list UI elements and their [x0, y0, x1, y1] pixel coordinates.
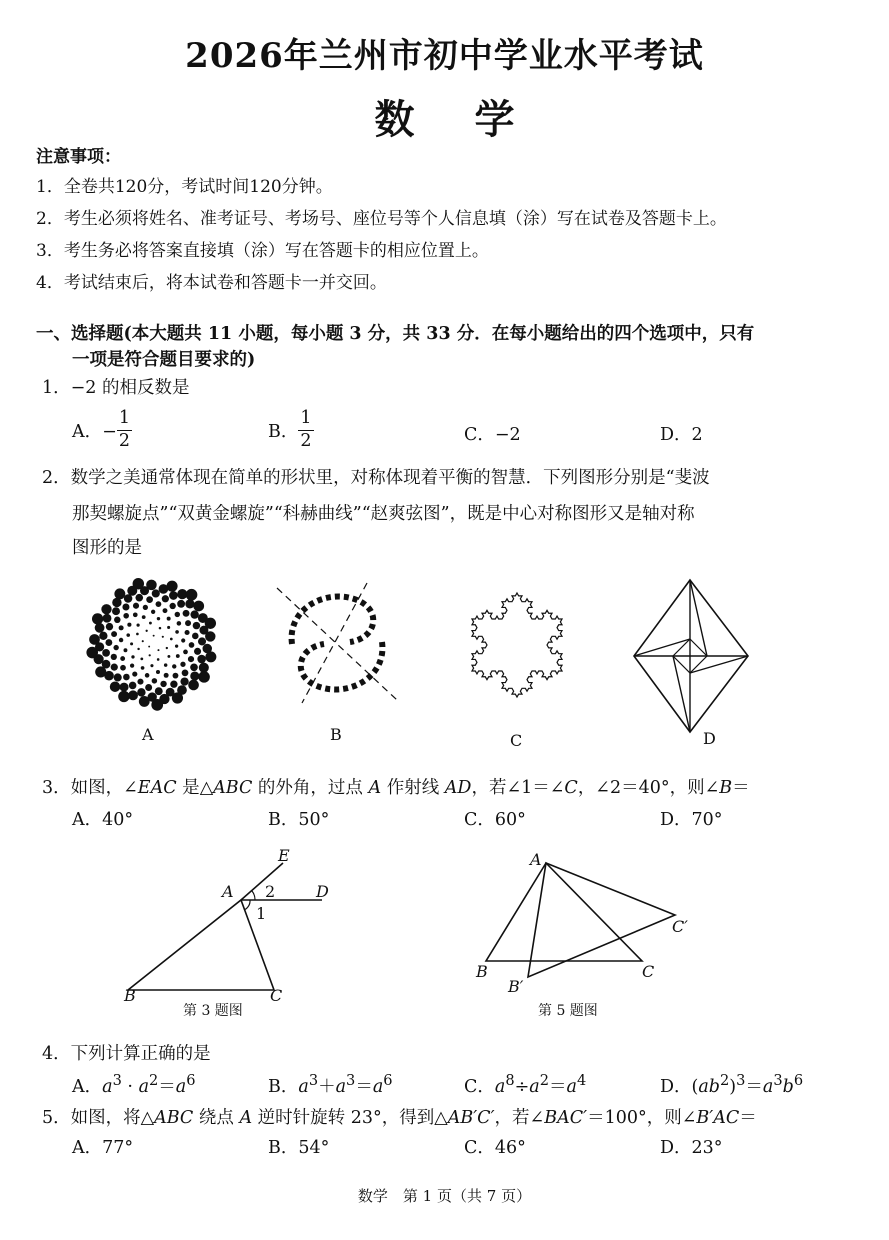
- spiral-dot: [172, 692, 183, 703]
- spiral-dot: [205, 618, 216, 629]
- spiral-dot: [135, 594, 143, 602]
- q4-option-b: [268, 1072, 393, 1098]
- spiral-dot: [106, 623, 113, 630]
- math-var: a: [529, 1076, 540, 1097]
- math-exp: 3: [308, 1072, 319, 1089]
- question-5-stem: [42, 1104, 757, 1129]
- figure-label-d: D: [703, 729, 716, 748]
- q3-math: △ABC: [199, 778, 253, 798]
- fig3-label-e: E: [278, 846, 290, 865]
- fig3-label-2: 2: [265, 882, 276, 901]
- spiral-dot: [120, 665, 126, 671]
- spiral-dot: [176, 654, 180, 658]
- spiral-dot: [101, 604, 111, 614]
- spiral-dot: [164, 673, 169, 678]
- spiral-dot: [120, 656, 125, 661]
- math-var: a: [138, 1076, 149, 1097]
- spiral-dot: [143, 605, 148, 610]
- spiral-dot: [128, 690, 138, 700]
- section-heading-cont: 一项是符合题目要求的): [72, 350, 256, 370]
- math-exp: 6: [383, 1072, 393, 1089]
- option-label: D．: [660, 1076, 692, 1097]
- q5-option-a: A．77°: [72, 1138, 134, 1158]
- figure-label-b: B: [330, 725, 342, 744]
- spiral-dot: [167, 655, 170, 658]
- spiral-dot: [132, 672, 137, 677]
- spiral-dot: [166, 647, 168, 649]
- spiral-dot: [180, 662, 185, 667]
- spiral-dot: [119, 638, 123, 642]
- double-golden-spiral-figure: [272, 578, 402, 708]
- spiral-dot: [167, 581, 178, 592]
- math-exp: 3: [346, 1072, 356, 1089]
- q3-option-a: A．40°: [72, 810, 134, 830]
- spiral-dot: [95, 623, 105, 633]
- spiral-dot: [170, 603, 176, 609]
- spiral-dot: [142, 640, 144, 642]
- spiral-dot: [102, 649, 110, 657]
- math-exp: 4: [576, 1072, 587, 1089]
- q5-option-c: C．46°: [464, 1138, 526, 1158]
- koch-snowflake-figure: [450, 575, 585, 710]
- spiral-dot: [145, 684, 152, 691]
- q1-fraction-b: [298, 408, 313, 453]
- q5-text: 绕点: [193, 1108, 240, 1128]
- spiral-dot: [89, 634, 100, 645]
- fraction-denominator: 2: [300, 430, 312, 451]
- math-var: a: [372, 1076, 384, 1097]
- q3-option-c: C．60°: [464, 810, 526, 830]
- spiral-dot: [103, 614, 112, 623]
- note-item: 3．考生务必将答案直接填（涂）写在答题卡的相应位置上。: [36, 241, 489, 261]
- question-1-stem: 1．−2 的相反数是: [42, 378, 190, 398]
- spiral-dot: [151, 699, 163, 711]
- spiral-dot: [198, 637, 206, 645]
- q5-text: ＝: [739, 1108, 757, 1128]
- spiral-dot: [112, 607, 120, 615]
- figure-5-caption: 第 5 题图: [538, 1003, 598, 1019]
- spiral-dot: [152, 589, 160, 597]
- spiral-dot: [177, 600, 185, 608]
- q3-math: B: [719, 778, 733, 798]
- spiral-dot: [162, 595, 169, 602]
- q1-option-a: [72, 408, 132, 453]
- q5-option-b: B．54°: [268, 1138, 330, 1158]
- spiral-dot: [111, 631, 117, 637]
- spiral-dot: [156, 601, 162, 607]
- q1-option-b: [268, 408, 314, 453]
- spiral-dot: [186, 589, 198, 601]
- spiral-dot: [160, 681, 166, 687]
- spiral-dot: [163, 608, 168, 613]
- spiral-dot: [193, 601, 204, 612]
- q3-option-d: D．70°: [660, 810, 723, 830]
- spiral-dot: [126, 633, 130, 637]
- spiral-dot: [137, 624, 140, 627]
- q1-option-c: C．−2: [464, 425, 521, 445]
- figure-label-c: C: [510, 731, 523, 750]
- exam-title: 2026年兰州市初中学业水平考试: [185, 36, 704, 76]
- spiral-dot: [137, 679, 143, 685]
- spiral-dot: [114, 588, 125, 599]
- spiral-dot: [172, 664, 176, 668]
- fig5-label-b: B: [476, 962, 488, 981]
- spiral-dot: [148, 646, 150, 648]
- spiral-dot: [120, 683, 129, 692]
- spiral-dot: [190, 671, 199, 680]
- math-paren: ): [729, 1076, 737, 1097]
- spiral-dot: [150, 664, 153, 667]
- math-op: ＝: [158, 1076, 176, 1097]
- spiral-dot: [149, 654, 151, 656]
- spiral-dot: [188, 680, 199, 691]
- option-label: A．: [72, 1076, 103, 1097]
- spiral-dot: [183, 610, 190, 617]
- math-exp: 8: [505, 1072, 515, 1089]
- q3-math: AD: [444, 778, 472, 798]
- q3-text: 3．如图，: [42, 778, 124, 798]
- spiral-dot: [129, 682, 137, 690]
- spiral-dot: [152, 678, 158, 684]
- section-heading: 一、选择题(本大题共 11 小题，每小题 3 分，共 33 分．在每小题给出的四个选项中，只有: [36, 324, 755, 344]
- spiral-dot: [181, 638, 185, 642]
- spiral-dot: [170, 681, 177, 688]
- math-paren: (: [691, 1076, 699, 1097]
- spiral-dot: [114, 673, 122, 681]
- spiral-dot: [167, 626, 170, 629]
- spiral-dot: [185, 630, 190, 635]
- spiral-dot: [141, 666, 145, 670]
- spiral-dot: [205, 631, 215, 641]
- q3-text: ，若∠1＝∠: [471, 778, 565, 798]
- q3-option-b: B．50°: [268, 810, 330, 830]
- spiral-dot: [157, 617, 160, 620]
- spiral-dot: [182, 670, 189, 677]
- spiral-dot: [124, 648, 128, 652]
- math-var: a: [102, 1076, 113, 1097]
- spiral-dot: [140, 658, 143, 661]
- spiral-dot: [177, 621, 182, 626]
- q5-math: A: [239, 1108, 253, 1128]
- math-var: a: [494, 1076, 506, 1097]
- spiral-dot: [136, 633, 139, 636]
- spiral-dot: [185, 620, 191, 626]
- spiral-dot: [105, 639, 112, 646]
- spiral-dot: [92, 613, 103, 624]
- math-var: a: [698, 1076, 709, 1097]
- spiral-dot: [130, 663, 134, 667]
- math-var: b: [708, 1076, 720, 1097]
- spiral-dot: [111, 664, 118, 671]
- question-2-line2: 那契螺旋点”“双黄金螺旋”“科赫曲线”“赵爽弦图”，既是中心对称图形又是轴对称: [72, 504, 695, 524]
- q5-text: 逆时针旋转 23°，得到: [252, 1108, 435, 1128]
- fig3-label-b: B: [124, 986, 136, 1005]
- spiral-dot: [133, 578, 144, 589]
- fig3-label-a: A: [222, 882, 234, 901]
- spiral-dot: [130, 642, 133, 645]
- spiral-dot: [175, 630, 179, 634]
- math-exp: 2: [539, 1072, 549, 1089]
- math-var: a: [335, 1076, 347, 1097]
- spiral-dot: [180, 677, 188, 685]
- spiral-dot: [185, 599, 194, 608]
- spiral-dot: [95, 666, 106, 677]
- spiral-dot: [146, 580, 157, 591]
- fig3-label-c: C: [270, 986, 283, 1005]
- spiral-dot: [175, 612, 180, 617]
- math-var: b: [782, 1076, 794, 1097]
- fig3-label-d: D: [316, 882, 329, 901]
- question-2-line3: 图形的是: [72, 538, 142, 558]
- q4-option-a: [72, 1072, 196, 1098]
- spiral-dot: [127, 623, 131, 627]
- fraction-numerator: 1: [117, 408, 132, 431]
- q5-text: ，若∠: [494, 1108, 545, 1128]
- spiral-dot: [111, 654, 117, 660]
- spiral-dot: [145, 673, 150, 678]
- spiral-dot: [146, 596, 153, 603]
- koch-curve: [472, 593, 562, 697]
- fraction-denominator: 2: [118, 430, 130, 451]
- spiral-dot: [193, 622, 200, 629]
- q4-option-c: [464, 1072, 586, 1098]
- spiral-dot: [156, 670, 160, 674]
- figure-3-triangle: [100, 845, 360, 1015]
- note-item: 2．考生必须将姓名、准考证号、考场号、座位号等个人信息填（涂）写在试卷及答题卡上。: [36, 209, 727, 229]
- spiral-dot: [205, 651, 216, 662]
- spiral-dot: [110, 681, 120, 691]
- math-exp: 3: [112, 1072, 122, 1089]
- math-op: ＋: [318, 1076, 336, 1097]
- math-exp: 3: [736, 1072, 746, 1089]
- spiral-dot: [169, 591, 178, 600]
- fig5-label-a: A: [530, 850, 542, 869]
- spiral-dot: [153, 635, 155, 637]
- q3-math: C: [564, 778, 578, 798]
- spiral-dot: [133, 612, 138, 617]
- q3-text: 的外角，过点: [252, 778, 369, 798]
- spiral-dot: [99, 632, 107, 640]
- math-op: ＝: [745, 1076, 763, 1097]
- q3-math: A: [368, 778, 382, 798]
- subject-title: 数学: [374, 96, 575, 143]
- fig5-label-c: C: [642, 962, 655, 981]
- math-op: ÷: [514, 1076, 530, 1097]
- figure-label-a: A: [142, 725, 154, 744]
- spiral-dot: [131, 655, 134, 658]
- q1-fraction-a: [117, 408, 132, 453]
- spiral-dot: [146, 630, 148, 632]
- spiral-dot: [133, 603, 139, 609]
- q5-text: ＝100°，则∠: [587, 1108, 697, 1128]
- q3-math: ∠EAC: [123, 778, 177, 798]
- spiral-dot: [194, 648, 201, 655]
- question-2-line1: 2．数学之美通常体现在简单的形状里，对称体现着平衡的智慧．下列图形分别是“斐波: [42, 468, 710, 488]
- q5-option-d: D．23°: [660, 1138, 723, 1158]
- spiral-dot: [175, 645, 178, 648]
- spiral-dot: [118, 691, 129, 702]
- spiral-dot: [119, 625, 124, 630]
- spiral-dot: [137, 688, 145, 696]
- spiral-dot: [139, 696, 150, 707]
- q3-text: ＝: [732, 778, 750, 798]
- spiral-dot: [198, 671, 210, 683]
- fibonacci-spiral-figure: [88, 578, 218, 708]
- q5-math: △AB′C′: [434, 1108, 495, 1128]
- spiral-dot: [157, 649, 159, 651]
- spiral-dot: [124, 594, 133, 603]
- q3-text: 是: [176, 778, 200, 798]
- spiral-dot: [122, 603, 129, 610]
- spiral-dot: [157, 658, 160, 661]
- spiral-dot: [86, 647, 98, 659]
- math-var: a: [566, 1076, 577, 1097]
- fig5-label-bprime: B′: [508, 977, 524, 996]
- math-var: a: [175, 1076, 187, 1097]
- spiral-dot: [189, 642, 195, 648]
- q1-option-a-prefix: A．−: [72, 421, 117, 442]
- q1-option-b-prefix: B．: [268, 421, 299, 442]
- fraction-numerator: 1: [298, 408, 313, 431]
- spiral-dot: [197, 655, 206, 664]
- question-4-stem: 4．下列计算正确的是: [42, 1044, 211, 1064]
- math-var: a: [298, 1076, 309, 1097]
- math-var: a: [762, 1076, 774, 1097]
- spiral-dot: [155, 687, 163, 695]
- math-exp: 6: [793, 1072, 804, 1089]
- spiral-dot: [190, 663, 198, 671]
- spiral-dot: [190, 610, 198, 618]
- math-exp: 2: [720, 1072, 730, 1089]
- spiral-dot: [151, 610, 155, 614]
- spiral-dot: [164, 663, 167, 666]
- math-op: ＝: [355, 1076, 373, 1097]
- q5-math: △ABC: [140, 1108, 194, 1128]
- spiral-dot: [142, 615, 146, 619]
- spiral-dot: [114, 617, 121, 624]
- spiral-dot: [192, 633, 199, 640]
- q4-option-d: [660, 1072, 803, 1098]
- q5-math: B′AC: [696, 1108, 740, 1128]
- spiral-dot: [159, 627, 162, 630]
- q3-text: ，∠2＝40°，则∠: [577, 778, 720, 798]
- notes-heading: 注意事项：: [36, 147, 121, 167]
- math-exp: 2: [149, 1072, 159, 1089]
- spiral-dot: [170, 638, 173, 641]
- math-op: ＝: [549, 1076, 567, 1097]
- spiral-dot: [149, 622, 152, 625]
- q5-text: 5．如图，将: [42, 1108, 141, 1128]
- fig3-label-1: 1: [256, 904, 267, 923]
- question-3-stem: [42, 774, 750, 799]
- figure-3-caption: 第 3 题图: [183, 1003, 243, 1019]
- spiral-dot: [188, 656, 194, 662]
- spiral-dot: [162, 636, 164, 638]
- spiral-dot: [123, 613, 129, 619]
- spiral-dot: [137, 648, 139, 650]
- spiral-dot: [167, 617, 171, 621]
- note-item: 4．考试结束后，将本试卷和答题卡一并交回。: [36, 273, 387, 293]
- math-op: ·: [121, 1076, 139, 1097]
- page-footer: 数学 第 1 页（共 7 页）: [357, 1187, 532, 1205]
- spiral-dot: [123, 674, 130, 681]
- q3-text: 作射线: [381, 778, 445, 798]
- math-exp: 6: [186, 1072, 196, 1089]
- option-label: B．: [268, 1076, 299, 1097]
- spiral-dot: [113, 645, 118, 650]
- spiral-dot: [183, 650, 188, 655]
- spiral-dot: [173, 673, 179, 679]
- q1-option-d: D．2: [660, 425, 703, 445]
- math-exp: 3: [773, 1072, 783, 1089]
- q5-math: BAC′: [544, 1108, 588, 1128]
- note-item: 1．全卷共120分，考试时间120分钟。: [36, 177, 333, 197]
- fig5-label-cprime: C′: [672, 917, 688, 936]
- option-label: C．: [464, 1076, 495, 1097]
- zhao-shuang-chord-figure: [630, 578, 790, 738]
